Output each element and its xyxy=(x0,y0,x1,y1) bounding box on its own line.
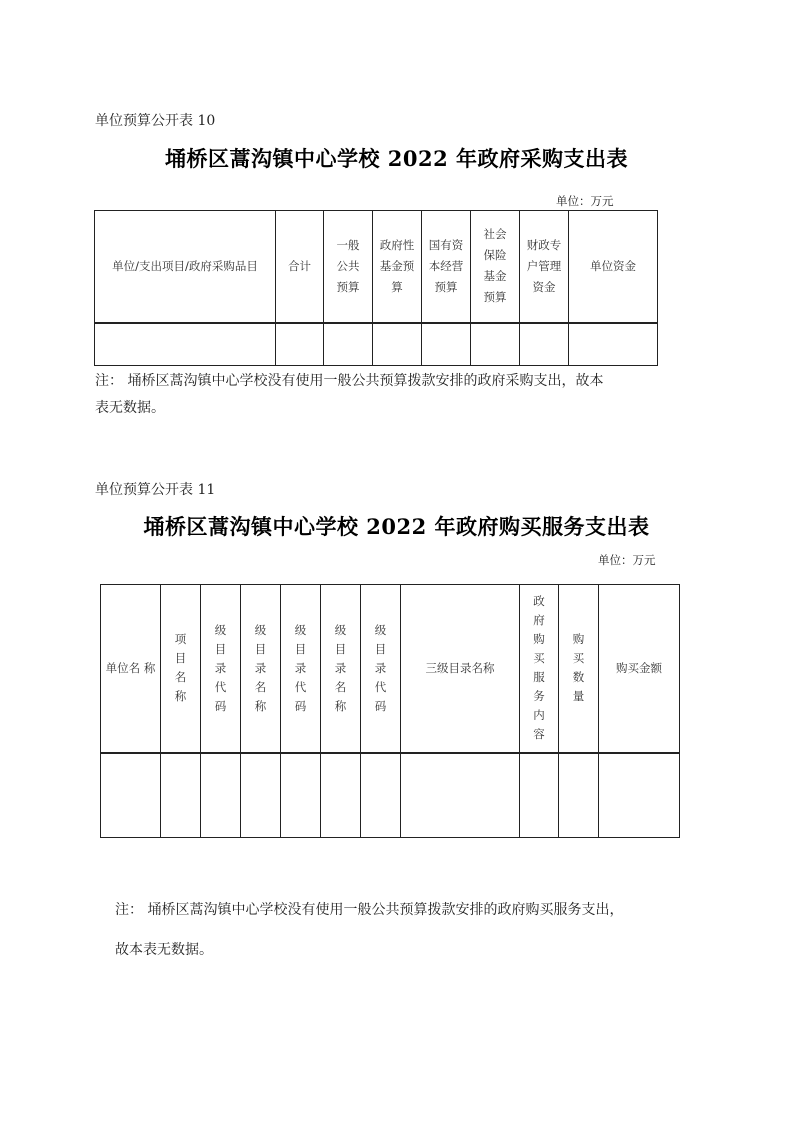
unit-label: 单位：万元 xyxy=(556,194,614,208)
table-row xyxy=(101,753,680,838)
note-line: 注： 埇桥区蒿沟镇中心学校没有使用一般公共预算拨款安排的政府购买服务支出， xyxy=(115,902,624,918)
header-cell: 政府性基金预算 xyxy=(373,211,422,323)
table-cell xyxy=(101,753,161,838)
note-procurement xyxy=(95,368,715,422)
note-line: 表无数据。 xyxy=(95,400,165,416)
header-cell: 级目录名称 xyxy=(241,585,281,753)
table-cell xyxy=(361,753,401,838)
header-cell: 单位名 称 xyxy=(101,585,161,753)
header-cell: 级目录代码 xyxy=(201,585,241,753)
table-cell xyxy=(324,323,373,366)
table-cell xyxy=(95,323,276,366)
table-cell xyxy=(161,753,201,838)
table-header-row xyxy=(95,211,658,323)
page-title-procurement: 埇桥区蒿沟镇中心学校 2022 年政府采购支出表 xyxy=(164,146,629,171)
table-cell xyxy=(281,753,321,838)
table-caption-11: 单位预算公开表 11 xyxy=(95,482,216,498)
header-cell: 项目名称 xyxy=(161,585,201,753)
table-header-row xyxy=(101,585,680,753)
header-cell: 单位/支出项目/政府采购品目 xyxy=(95,211,276,323)
page-title-services: 埇桥区蒿沟镇中心学校 2022 年政府购买服务支出表 xyxy=(143,514,650,539)
header-cell: 购买数量 xyxy=(559,585,599,753)
procurement-table xyxy=(94,210,658,366)
header-cell: 级目录代码 xyxy=(281,585,321,753)
table-cell xyxy=(241,753,281,838)
table-cell xyxy=(520,753,559,838)
table-cell xyxy=(373,323,422,366)
header-cell: 三级目录名称 xyxy=(401,585,520,753)
header-cell: 级目录名称 xyxy=(321,585,361,753)
header-cell: 国有资本经营预算 xyxy=(422,211,471,323)
header-cell: 政府购买服务内容 xyxy=(520,585,559,753)
table-cell xyxy=(471,323,520,366)
unit-label: 单位：万元 xyxy=(598,553,656,567)
header-cell: 购买金额 xyxy=(599,585,680,753)
table-cell xyxy=(401,753,520,838)
header-cell: 财政专户管理资金 xyxy=(520,211,569,323)
header-cell: 级目录代码 xyxy=(361,585,401,753)
services-table xyxy=(100,584,680,838)
table-cell xyxy=(599,753,680,838)
table-cell xyxy=(559,753,599,838)
table-cell xyxy=(520,323,569,366)
table-cell xyxy=(201,753,241,838)
header-cell: 单位资金 xyxy=(569,211,658,323)
note-line: 故本表无数据。 xyxy=(115,942,213,958)
table-cell xyxy=(276,323,324,366)
note-services xyxy=(115,890,735,970)
table-cell xyxy=(321,753,361,838)
note-line: 注： 埇桥区蒿沟镇中心学校没有使用一般公共预算拨款安排的政府采购支出，故本 xyxy=(95,373,604,389)
table-row xyxy=(95,323,658,366)
header-cell: 社会保险基金预算 xyxy=(471,211,520,323)
table-cell xyxy=(569,323,658,366)
header-cell: 一般公共预算 xyxy=(324,211,373,323)
table-caption-10: 单位预算公开表 10 xyxy=(95,113,216,129)
table-cell xyxy=(422,323,471,366)
header-cell: 合计 xyxy=(276,211,324,323)
